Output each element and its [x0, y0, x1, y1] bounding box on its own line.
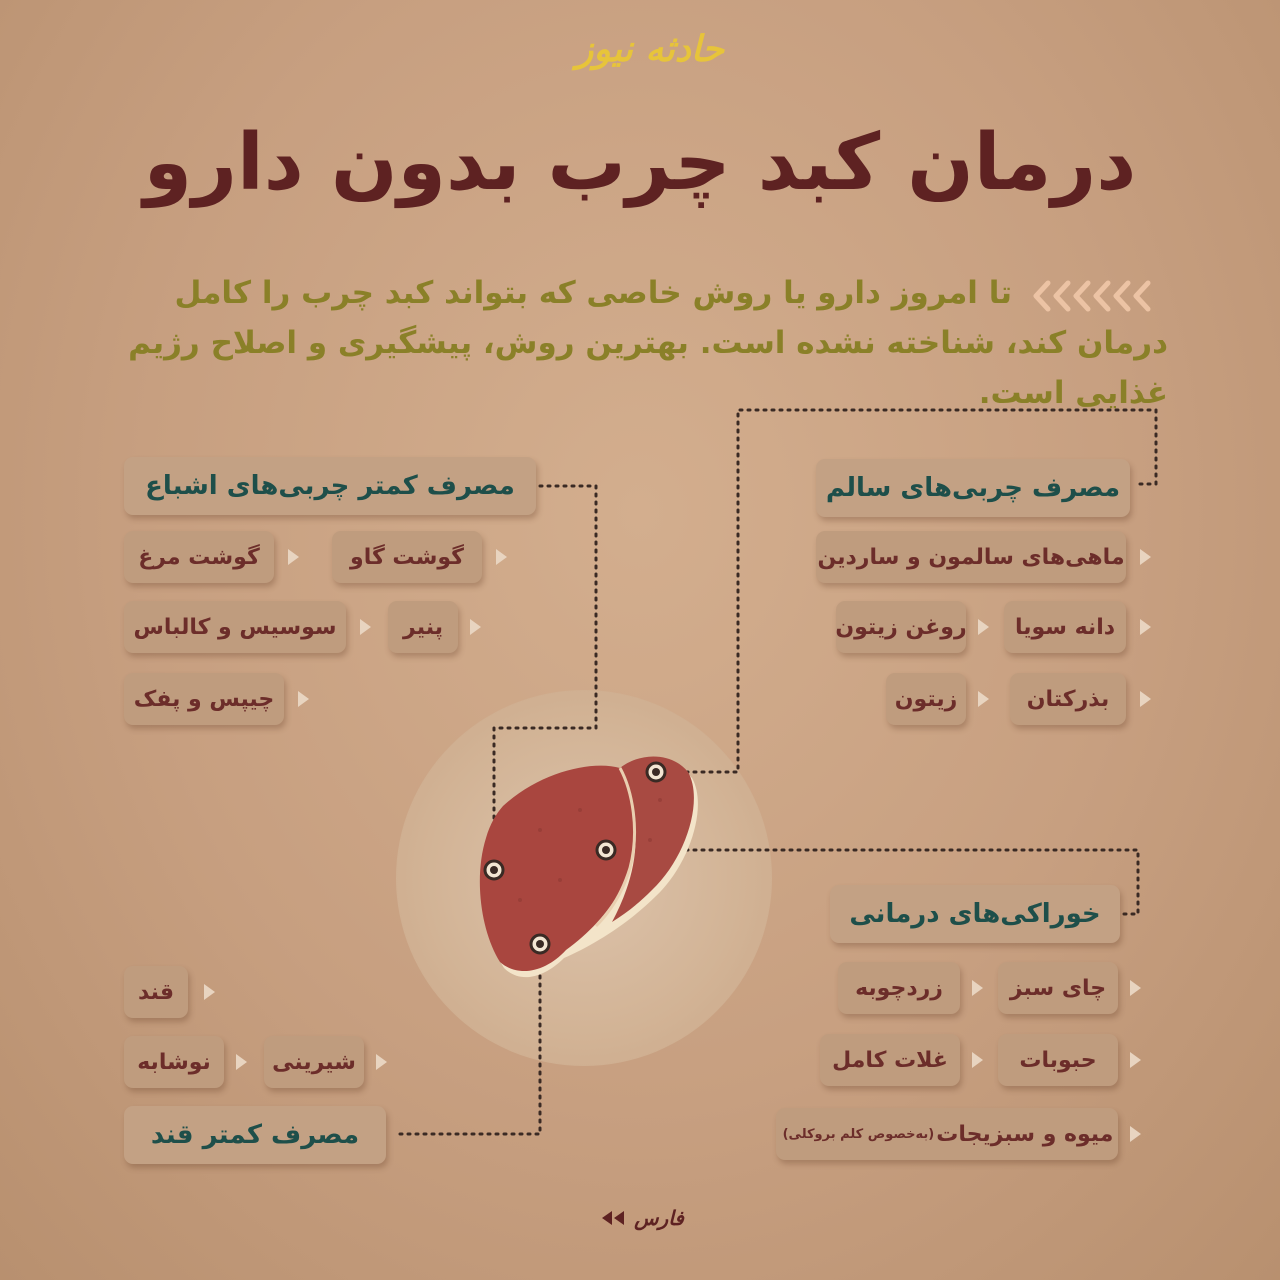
bullet-arrow-icon: [1140, 619, 1151, 635]
therapeutic-foods-note: (به‌خصوص کلم بروکلی): [782, 1126, 935, 1142]
therapeutic-foods-item: غلات کامل: [820, 1034, 960, 1086]
bullet-arrow-icon: [972, 1052, 983, 1068]
saturated-fats-item: گوشت مرغ: [124, 531, 274, 583]
therapeutic-foods-item-label: میوه و سبزیجات: [936, 1121, 1114, 1147]
source-text: فارس: [634, 1206, 684, 1230]
page-title: درمان کبد چرب بدون دارو: [143, 118, 1137, 208]
healthy-fats-item: ماهی‌های سالمون و ساردین: [816, 531, 1126, 583]
less-sugar-item: قند: [124, 966, 188, 1018]
bullet-arrow-icon: [360, 619, 371, 635]
brand-logo: حادثه نیوز: [576, 28, 724, 70]
bullet-arrow-icon: [1130, 1052, 1141, 1068]
intro-text: تا امروز دارو یا روش خاصی که بتواند کبد چرب را کامل درمان کند، شناخته نشده است. بهترین روش، پیشگیری و اصلاح رژیم غذایی است.: [128, 275, 1168, 411]
therapeutic-foods-item: چای سبز: [998, 962, 1118, 1014]
bullet-arrow-icon: [298, 691, 309, 707]
bullet-arrow-icon: [978, 619, 989, 635]
less-sugar-heading: مصرف کمتر قند: [124, 1106, 386, 1164]
bullet-arrow-icon: [1140, 691, 1151, 707]
source-chevron-icon: [598, 1209, 628, 1227]
less-sugar-item: نوشابه: [124, 1036, 224, 1088]
healthy-fats-item: زیتون: [886, 673, 966, 725]
bullet-arrow-icon: [978, 691, 989, 707]
bullet-arrow-icon: [236, 1054, 247, 1070]
therapeutic-foods-heading: خوراکی‌های درمانی: [830, 885, 1120, 943]
therapeutic-foods-item: حبوبات: [998, 1034, 1118, 1086]
saturated-fats-item: گوشت گاو: [332, 531, 482, 583]
saturated-fats-heading: مصرف کمتر چربی‌های اشباع: [124, 457, 536, 515]
healthy-fats-item: روغن زیتون: [836, 601, 966, 653]
bullet-arrow-icon: [1130, 980, 1141, 996]
bullet-arrow-icon: [288, 549, 299, 565]
saturated-fats-item: چیپس و پفک: [124, 673, 284, 725]
bullet-arrow-icon: [470, 619, 481, 635]
therapeutic-foods-item: [776, 1108, 1118, 1160]
less-sugar-item: شیرینی: [264, 1036, 364, 1088]
therapeutic-foods-item: زردچوبه: [838, 962, 960, 1014]
bullet-arrow-icon: [1140, 549, 1151, 565]
healthy-fats-item: دانه سویا: [1004, 601, 1126, 653]
healthy-fats-heading: مصرف چربی‌های سالم: [816, 459, 1130, 517]
bullet-arrow-icon: [972, 980, 983, 996]
liver-illustration: [470, 740, 700, 980]
saturated-fats-item: سوسیس و کالباس: [124, 601, 346, 653]
healthy-fats-item: بذرکتان: [1010, 673, 1126, 725]
bullet-arrow-icon: [204, 984, 215, 1000]
source-logo: [596, 1198, 686, 1238]
bullet-arrow-icon: [496, 549, 507, 565]
bullet-arrow-icon: [376, 1054, 387, 1070]
saturated-fats-item: پنیر: [388, 601, 458, 653]
bullet-arrow-icon: [1130, 1126, 1141, 1142]
